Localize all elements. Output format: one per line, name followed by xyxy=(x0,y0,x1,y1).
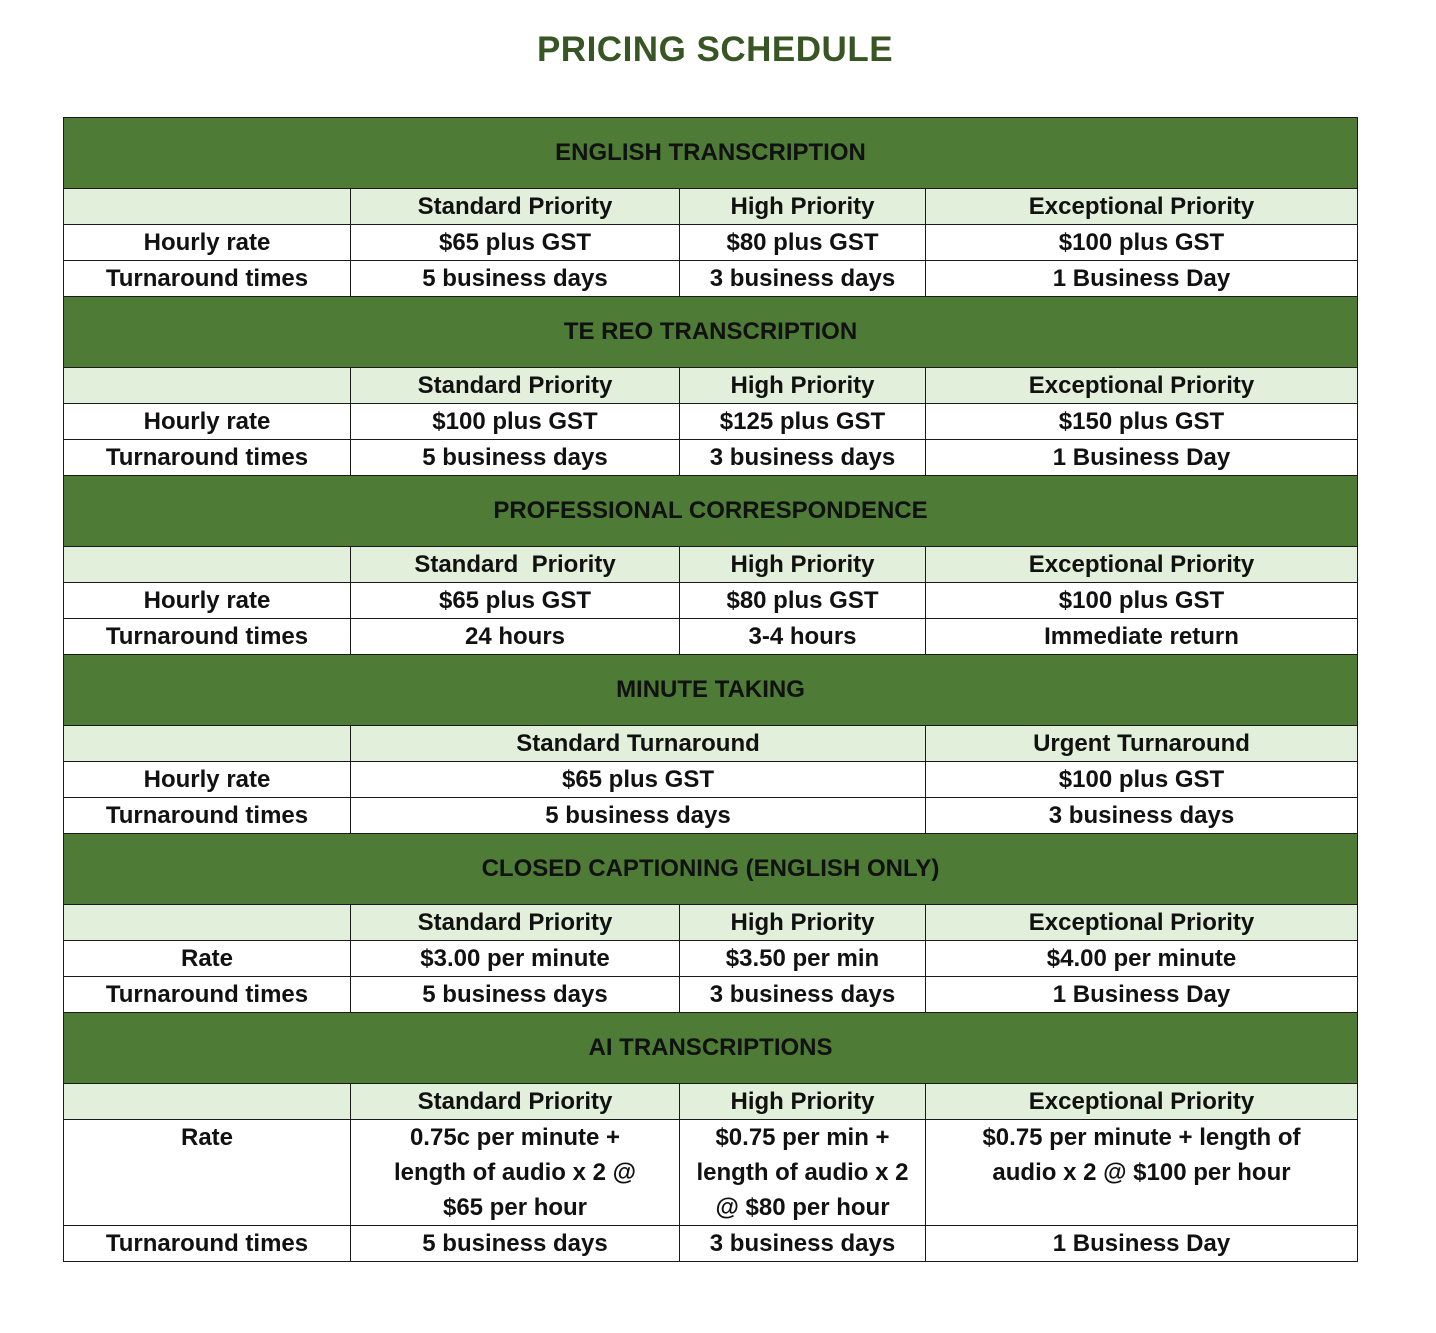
section-title: TE REO TRANSCRIPTION xyxy=(64,297,1358,368)
row-label: Turnaround times xyxy=(64,619,351,655)
turnaround-high: 3 business days xyxy=(680,977,926,1013)
rate-standard: $65 plus GST xyxy=(351,583,680,619)
header-high: High Priority xyxy=(680,368,926,404)
section-english-transcription xyxy=(64,118,1358,189)
turnaround-exceptional: Immediate return xyxy=(926,619,1358,655)
turnaround-row xyxy=(64,977,1358,1013)
rate-standard: $65 plus GST xyxy=(351,225,680,261)
rate-urgent: $100 plus GST xyxy=(926,762,1358,798)
section-title: ENGLISH TRANSCRIPTION xyxy=(64,118,1358,189)
turnaround-row xyxy=(64,1226,1358,1262)
rate-row xyxy=(64,404,1358,440)
turnaround-standard: 5 business days xyxy=(351,798,926,834)
rate-exceptional: $4.00 per minute xyxy=(926,941,1358,977)
rate-exceptional: $100 plus GST xyxy=(926,225,1358,261)
turnaround-standard: 5 business days xyxy=(351,1226,680,1262)
rate-row xyxy=(64,583,1358,619)
turnaround-standard: 5 business days xyxy=(351,440,680,476)
header-standard: Standard Priority xyxy=(351,189,680,225)
turnaround-row xyxy=(64,798,1358,834)
row-label: Turnaround times xyxy=(64,977,351,1013)
rate-high: $0.75 per min + length of audio x 2 @ $80 per hour xyxy=(680,1120,926,1226)
turnaround-standard: 24 hours xyxy=(351,619,680,655)
section-title: MINUTE TAKING xyxy=(64,655,1358,726)
header-exceptional: Exceptional Priority xyxy=(926,368,1358,404)
row-label: Turnaround times xyxy=(64,1226,351,1262)
header-standard: Standard Priority xyxy=(351,1084,680,1120)
header-blank-cell xyxy=(64,1084,351,1120)
header-high: High Priority xyxy=(680,547,926,583)
turnaround-high: 3-4 hours xyxy=(680,619,926,655)
header-high: High Priority xyxy=(680,905,926,941)
column-header-row xyxy=(64,905,1358,941)
header-blank-cell xyxy=(64,905,351,941)
header-exceptional: Exceptional Priority xyxy=(926,905,1358,941)
column-header-row xyxy=(64,368,1358,404)
turnaround-row xyxy=(64,261,1358,297)
header-blank-cell xyxy=(64,726,351,762)
rate-exceptional: $0.75 per minute + length of audio x 2 @ $100 per hour xyxy=(926,1120,1358,1226)
turnaround-high: 3 business days xyxy=(680,261,926,297)
rate-high: $80 plus GST xyxy=(680,225,926,261)
header-urgent-turnaround: Urgent Turnaround xyxy=(926,726,1358,762)
section-minute-taking xyxy=(64,655,1358,726)
header-high: High Priority xyxy=(680,1084,926,1120)
turnaround-exceptional: 1 Business Day xyxy=(926,261,1358,297)
section-title: AI TRANSCRIPTIONS xyxy=(64,1013,1358,1084)
rate-high: $80 plus GST xyxy=(680,583,926,619)
header-standard-turnaround: Standard Turnaround xyxy=(351,726,926,762)
row-label: Turnaround times xyxy=(64,798,351,834)
header-exceptional: Exceptional Priority xyxy=(926,547,1358,583)
header-exceptional: Exceptional Priority xyxy=(926,189,1358,225)
page-title: PRICING SCHEDULE xyxy=(536,30,894,69)
header-exceptional: Exceptional Priority xyxy=(926,1084,1358,1120)
column-header-row xyxy=(64,189,1358,225)
column-header-row xyxy=(64,1084,1358,1120)
row-label: Rate xyxy=(64,941,351,977)
turnaround-standard: 5 business days xyxy=(351,977,680,1013)
turnaround-row xyxy=(64,619,1358,655)
header-standard: Standard Priority xyxy=(351,547,680,583)
rate-row xyxy=(64,225,1358,261)
rate-standard: $3.00 per minute xyxy=(351,941,680,977)
section-te-reo-transcription xyxy=(64,297,1358,368)
rate-standard: $65 plus GST xyxy=(351,762,926,798)
rate-exceptional: $100 plus GST xyxy=(926,583,1358,619)
rate-high: $125 plus GST xyxy=(680,404,926,440)
section-ai-transcriptions xyxy=(64,1013,1358,1084)
header-blank-cell xyxy=(64,189,351,225)
turnaround-high: 3 business days xyxy=(680,1226,926,1262)
rate-standard: $100 plus GST xyxy=(351,404,680,440)
turnaround-high: 3 business days xyxy=(680,440,926,476)
turnaround-row xyxy=(64,440,1358,476)
column-header-row xyxy=(64,547,1358,583)
row-label: Turnaround times xyxy=(64,440,351,476)
header-blank-cell xyxy=(64,368,351,404)
header-high: High Priority xyxy=(680,189,926,225)
rate-standard: 0.75c per minute + length of audio x 2 @ $65 per hour xyxy=(351,1120,680,1226)
rate-row xyxy=(64,941,1358,977)
rate-row xyxy=(64,1120,1358,1226)
section-professional-correspondence xyxy=(64,476,1358,547)
pricing-table xyxy=(63,117,1358,1262)
row-label: Hourly rate xyxy=(64,225,351,261)
rate-row xyxy=(64,762,1358,798)
turnaround-exceptional: 1 Business Day xyxy=(926,1226,1358,1262)
row-label: Hourly rate xyxy=(64,404,351,440)
section-title: CLOSED CAPTIONING (ENGLISH ONLY) xyxy=(64,834,1358,905)
section-title: PROFESSIONAL CORRESPONDENCE xyxy=(64,476,1358,547)
row-label: Hourly rate xyxy=(64,762,351,798)
column-header-row xyxy=(64,726,1358,762)
rate-high: $3.50 per min xyxy=(680,941,926,977)
turnaround-urgent: 3 business days xyxy=(926,798,1358,834)
header-blank-cell xyxy=(64,547,351,583)
rate-exceptional: $150 plus GST xyxy=(926,404,1358,440)
header-standard: Standard Priority xyxy=(351,368,680,404)
row-label: Hourly rate xyxy=(64,583,351,619)
row-label: Rate xyxy=(64,1120,351,1226)
turnaround-standard: 5 business days xyxy=(351,261,680,297)
turnaround-exceptional: 1 Business Day xyxy=(926,440,1358,476)
header-standard: Standard Priority xyxy=(351,905,680,941)
turnaround-exceptional: 1 Business Day xyxy=(926,977,1358,1013)
row-label: Turnaround times xyxy=(64,261,351,297)
section-closed-captioning xyxy=(64,834,1358,905)
